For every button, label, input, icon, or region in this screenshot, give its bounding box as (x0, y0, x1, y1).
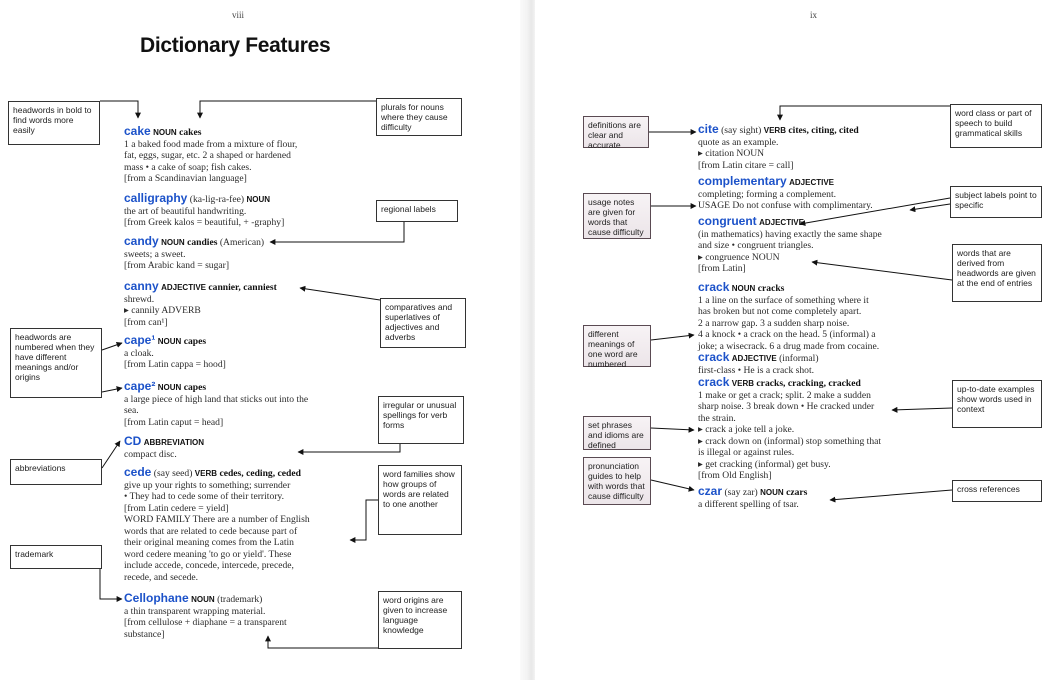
inflected-forms: cannier, canniest (208, 282, 277, 293)
inflected-forms: czars (786, 487, 808, 498)
pronunciation: (ka-lig-ra-fee) (189, 194, 245, 205)
definition-line: sea. (124, 405, 139, 416)
definition-line: [from Latin caput = head] (124, 416, 224, 428)
definition-line: has broken but not come completely apart. (698, 306, 862, 317)
definition-line: 2 a narrow gap. 3 a sudden sharp noise. (698, 317, 850, 329)
entry-cake (124, 126, 297, 185)
definition-line: is illegal or against rules. (698, 447, 795, 458)
page-number: ix (810, 10, 818, 20)
definition-line: 1 make or get a crack; split. 2 make a sudden (698, 389, 871, 401)
headword: calligraphy (124, 191, 188, 205)
definition-line: ▸ get cracking (informal) get busy. (698, 458, 831, 470)
definition-line: word cedere meaning 'to go or yield'. These (124, 548, 292, 560)
pronunciation: (say sight) (721, 125, 762, 136)
inflected-forms: cakes (179, 127, 202, 138)
part-of-speech: NOUN (157, 337, 182, 346)
definition-line: [from Greek kalos = beautiful, + -graphy] (124, 217, 285, 228)
pronunciation: (say zar) (724, 487, 758, 498)
usage-label: (trademark) (217, 594, 263, 605)
page-number: viii (232, 10, 245, 20)
definition-line: • They had to cede some of their territory. (124, 491, 285, 502)
headword: congruent (698, 214, 757, 228)
callout-subject-labels: subject labels point to specific (950, 186, 1042, 218)
entry-crack-verb (698, 377, 881, 482)
entry-candy (124, 236, 264, 272)
usage-label: (informal) (779, 353, 819, 364)
definition-line: their original meaning comes from the Latin (124, 537, 294, 548)
left-page (0, 0, 520, 680)
definition-line: [from a Scandinavian language] (124, 173, 247, 184)
definition-line: ▸ cannily ADVERB (124, 305, 201, 316)
definition-line: [from Arabic kand = sugar] (124, 260, 230, 271)
callout-comparatives: comparatives and superlatives of adjectives and adverbs (380, 298, 466, 348)
entry-cede (124, 467, 310, 583)
callout-trademark: trademark (10, 545, 102, 569)
definition-line: a thin transparent wrapping material. (124, 605, 266, 617)
callout-headwords-bold: headwords in bold to find words more easily (8, 101, 100, 145)
headword: CD (124, 434, 142, 448)
callout-up-to-date-examples: up-to-date examples show words used in context (952, 380, 1042, 428)
callout-derived-words: words that are derived from headwords are given at the end of entries (952, 244, 1042, 302)
inflected-forms: cracks, cracking, cracked (756, 378, 861, 389)
definition-line: 4 a knock • a crack on the head. 5 (informal) a (698, 329, 876, 340)
entry-cite (698, 124, 859, 171)
definition-line: mass • a cake of soap; fish cakes. (124, 161, 252, 173)
definition-line: [from Old English] (698, 470, 772, 481)
definition-line: [from can¹] (124, 316, 168, 328)
definition-line: recede, and secede. (124, 571, 199, 583)
headword: Cellophane (124, 591, 189, 605)
callout-cross-references: cross references (952, 480, 1042, 502)
right-page (535, 0, 1050, 680)
definition-line: sweets; a sweet. (124, 248, 186, 260)
entry-cellophane (124, 593, 287, 640)
callout-regional-labels: regional labels (376, 200, 458, 222)
callout-word-families: word families show how groups of words are related to one another (378, 465, 462, 535)
callout-numbered-headwords: headwords are numbered when they have different meanings and/or origins (10, 328, 102, 398)
definition-line: 1 a line on the surface of something where it (698, 294, 869, 306)
definition-line: [from Latin cappa = hood] (124, 359, 226, 370)
part-of-speech: ADJECTIVE (161, 283, 206, 292)
entry-complementary (698, 176, 873, 212)
inflected-forms: capes (183, 382, 207, 393)
definition-line: (in mathematics) having exactly the same shape (698, 228, 882, 240)
part-of-speech: ADJECTIVE (731, 354, 777, 363)
definition-line: quote as an example. (698, 136, 779, 148)
part-of-speech: NOUN (157, 383, 182, 392)
pronunciation: (say seed) (153, 468, 193, 479)
definition-line: compact disc. (124, 448, 177, 460)
definition-line: give up your rights to something; surrender (124, 479, 291, 491)
part-of-speech: NOUN (161, 238, 185, 247)
headword: cape¹ (124, 333, 156, 347)
entry-cd (124, 436, 204, 460)
definition-line: a large piece of high land that sticks out into the (124, 393, 309, 405)
callout-irregular-spellings: irregular or unusual spellings for verb forms (378, 396, 464, 444)
definition-line: ▸ citation NOUN (698, 148, 765, 159)
callout-word-class: word class or part of speech to build grammatical skills (950, 104, 1042, 148)
part-of-speech: NOUN (246, 195, 271, 204)
headword: candy (124, 234, 159, 248)
definition-line: sharp noise. 3 break down • He cracked under (698, 401, 875, 412)
part-of-speech: NOUN (191, 595, 215, 604)
headword: czar (698, 484, 723, 498)
headword: complementary (698, 174, 787, 188)
callout-different-meanings: different meanings of one word are numbered (583, 325, 651, 367)
inflected-forms: capes (183, 336, 207, 347)
part-of-speech: VERB (763, 126, 786, 135)
callout-plurals: plurals for nouns where they cause difficulty (376, 98, 462, 136)
definition-line: completing; forming a complement. (698, 188, 837, 200)
definition-line: USAGE Do not confuse with complimentary. (698, 200, 873, 211)
part-of-speech: ABBREVIATION (143, 438, 205, 447)
inflected-forms: cites, citing, cited (788, 125, 859, 136)
headword: cede (124, 465, 152, 479)
definition-line: the art of beautiful handwriting. (124, 205, 247, 217)
headword: canny (124, 279, 159, 293)
definition-line: [from Latin] (698, 263, 746, 274)
entry-canny (124, 281, 277, 328)
headword: crack (698, 280, 730, 294)
inflected-forms: candies (187, 237, 218, 248)
headword: crack (698, 375, 730, 389)
page-title: Dictionary Features (140, 34, 331, 57)
usage-label: (American) (219, 237, 265, 248)
headword: cake (124, 124, 151, 138)
definition-line: a different spelling of tsar. (698, 498, 799, 510)
part-of-speech: NOUN (153, 128, 177, 137)
entry-cape1 (124, 335, 226, 371)
callout-pronunciation: pronunciation guides to help with words that cause difficulty (583, 457, 651, 505)
definition-line: and size • congruent triangles. (698, 240, 814, 251)
callout-usage-notes: usage notes are given for words that cause difficulty (583, 193, 651, 239)
callout-word-origins: word origins are given to increase language knowledge (378, 591, 462, 649)
entry-calligraphy (124, 193, 284, 229)
entry-crack-noun (698, 282, 879, 352)
headword: crack (698, 350, 730, 364)
part-of-speech: NOUN (731, 284, 756, 293)
definition-line: [from Latin cedere = yield] (124, 502, 229, 514)
definition-line: 1 a baked food made from a mixture of flour, (124, 138, 298, 150)
entry-crack-adjective (698, 352, 819, 376)
headword: cape² (124, 379, 156, 393)
definition-line: substance] (124, 628, 165, 640)
definition-line: joke; a wisecrack. 6 a drug made from cocaine. (698, 340, 880, 352)
entry-cape2 (124, 381, 308, 428)
definition-line: [from Latin citare = call] (698, 159, 794, 171)
definition-line: [from cellulose + diaphane = a transparent (124, 617, 287, 628)
part-of-speech: VERB (194, 469, 218, 478)
definition-line: ▸ congruence NOUN (698, 251, 780, 263)
callout-definitions: definitions are clear and accurate (583, 116, 649, 148)
definition-line: ▸ crack a joke tell a joke. (698, 424, 795, 435)
definition-line: include accede, concede, intercede, precede, (124, 560, 294, 571)
part-of-speech: ADJECTIVE (789, 178, 835, 187)
callout-abbreviations: abbreviations (10, 459, 102, 485)
definition-line: first-class • He is a crack shot. (698, 364, 815, 376)
part-of-speech: ADJECTIVE (759, 218, 804, 227)
entry-czar (698, 486, 807, 510)
entry-congruent (698, 216, 882, 275)
inflected-forms: cracks (757, 283, 785, 294)
inflected-forms: cedes, ceding, ceded (219, 468, 301, 479)
part-of-speech: NOUN (760, 488, 784, 497)
definition-line: words that are related to cede because part of (124, 525, 298, 537)
headword: cite (698, 122, 719, 136)
definition-line: a cloak. (124, 347, 154, 359)
definition-line: shrewd. (124, 293, 155, 305)
definition-line: the strain. (698, 412, 736, 424)
definition-line: WORD FAMILY There are a number of English (124, 514, 310, 525)
part-of-speech: VERB (731, 379, 755, 388)
definition-line: ▸ crack down on (informal) stop something that (698, 435, 882, 447)
definition-line: fat, eggs, sugar, etc. 2 a shaped or hardened (124, 150, 291, 161)
callout-set-phrases: set phrases and idioms are defined (583, 416, 651, 450)
